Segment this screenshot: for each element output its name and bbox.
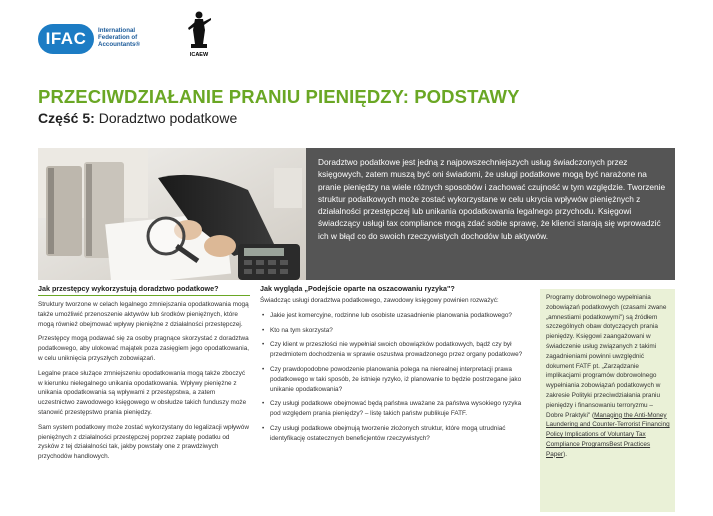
hero-photo <box>38 148 306 280</box>
left-paragraph: Struktury tworzone w celach legalnego zmniejszania opodatkowania mogą także umożliwić przenoszenie aktywów lub środków pieniężnych, które mogą również obejmować wpływy pieniężne z działalności przestępczej. <box>38 301 249 328</box>
sidebar-text: Programy dobrowolnego wypełniania zobowiązań podatkowych (czasami zwane „amnestiami podatkowymi") są źródłem szczególnych obaw dotyczących prania pieniędzy. Księgowi zaangażowani w świadczenie usług związanych z takimi zagadnieniami powinni uwzględnić dokument FATF pt. „Zarządzanie implikacjami programów dobrowolnego wypełniania zobowiązań podatkowych w zakresie Polityki przeciwdziałania praniu pieniędzy i finansowaniu terroryzmu – Dobre Praktyki" ( <box>546 294 667 419</box>
page-title: PRZECIWDZIAŁANIE PRANIU PIENIĘDZY: PODSTAWY <box>38 86 520 107</box>
icaew-logo <box>182 8 216 62</box>
list-item: • Czy usługi podatkowe obejmować będą państwa uważane za państwa wysokiego ryzyka pod względem prania pieniędzy? – listę takich państw publikuje FATF. <box>260 399 530 419</box>
ifac-logo-name: International Federation of Accountants® <box>98 27 141 48</box>
part-title: Doradztwo podatkowe <box>94 110 238 126</box>
page-subtitle <box>38 110 237 126</box>
list-item: • Jakie jest komercyjne, rodzinne lub osobiste uzasadnienie planowania podatkowego? <box>260 311 530 321</box>
left-column <box>38 284 250 467</box>
ifac-logo <box>38 22 158 56</box>
accountant-desk-image <box>38 148 306 280</box>
risk-question-list <box>260 311 530 444</box>
list-item: • Czy prawdopodobne powodzenie planowania polega na nierealnej interpretacji prawa podatkowego w taki sposób, że istnieje ryzyko, iż planowanie to będzie postrzegane jako unikanie opodatkowania? <box>260 365 530 394</box>
left-paragraph: Legalne prace służące zmniejszeniu opodatkowania mogą także zboczyć w kierunku nielegalnego unikania opodatkowania. Wpływy pieniężne z unikania opodatkowania są wpływami z przestępstwa, a zatem uczestnictwo zawodowego księgowego w obsłudze takich funduszy może stanowić przestępstwo prania pieniędzy. <box>38 369 247 416</box>
part-separator: : <box>90 110 95 126</box>
intro-box <box>306 148 675 280</box>
icaew-logo-label: ICAEW <box>189 52 209 58</box>
left-paragraph: Sam system podatkowy może zostać wykorzystany do legalizacji wpływów pieniężnych z działalności przestępczej poprzez zapłatę podatku od zysków z tej działalności tak, jakby powstały one z prawdziwych przychodów handlowych. <box>38 423 249 461</box>
ifac-logo-mark: IFAC <box>38 24 94 54</box>
left-paragraph: Przestępcy mogą podawać się za osoby pragnące skorzystać z doradztwa podatkowego, aby ulokować majątek poza zasięgiem jego opodatkowania, w celu uniknięcia przyszłych zobowiązań. <box>38 335 250 362</box>
middle-column-heading: Jak wygląda „Podejście oparte na oszacowaniu ryzyka"? <box>260 284 455 293</box>
left-column-heading: Jak przestępcy wykorzystują doradztwo podatkowe? <box>38 284 250 296</box>
icaew-figure-icon <box>182 8 216 52</box>
sidebar-box <box>540 289 675 512</box>
list-item: • Kto na tym skorzysta? <box>260 326 530 336</box>
list-item: • Czy klient w przeszłości nie wypełniał swoich obowiązków podatkowych, bądź czy był przedmiotem dochodzenia w sprawie oszustwa prowadzonego przez organy podatkowe? <box>260 340 530 360</box>
sidebar-text-end: ). <box>563 450 567 458</box>
fatf-document-link[interactable]: Managing the Anti-Money Laundering and Counter-Terrorist Financing Policy Implications of Voluntary Tax Compliance ProgramsBest Practices Paper <box>546 411 670 458</box>
part-label: Część 5 <box>38 110 91 126</box>
middle-column <box>260 284 530 449</box>
intro-text: Doradztwo podatkowe jest jedną z najpowszechniejszych usług świadczonych przez księgowych, zatem muszą być oni świadomi, że usługi podatkowe mogą być narażone na pranie pieniędzy na wiele różnych sposobów i zachować czujność w tym względzie. Tworzenie struktur podatkowych może zostać wykorzystane w celu ukrycia wpływów pieniężnych z działalności przestępczej lub unikania opodatkowania legalnego przychodu. Księgowi świadczący usługi tax compliance mogą zdać sobie sprawę, że klienci starają się wprowadzić ich w błąd co do swoich rzeczywistych dochodów lub aktywów. <box>318 157 666 241</box>
middle-lead: Świadcząc usługi doradztwa podatkowego, zawodowy księgowy powinien rozważyć: <box>260 297 499 304</box>
list-item: • Czy usługi podatkowe obejmują tworzenie złożonych struktur, które mogą utrudniać identyfikację ostatecznych beneficjentów rzeczywistych? <box>260 424 530 444</box>
